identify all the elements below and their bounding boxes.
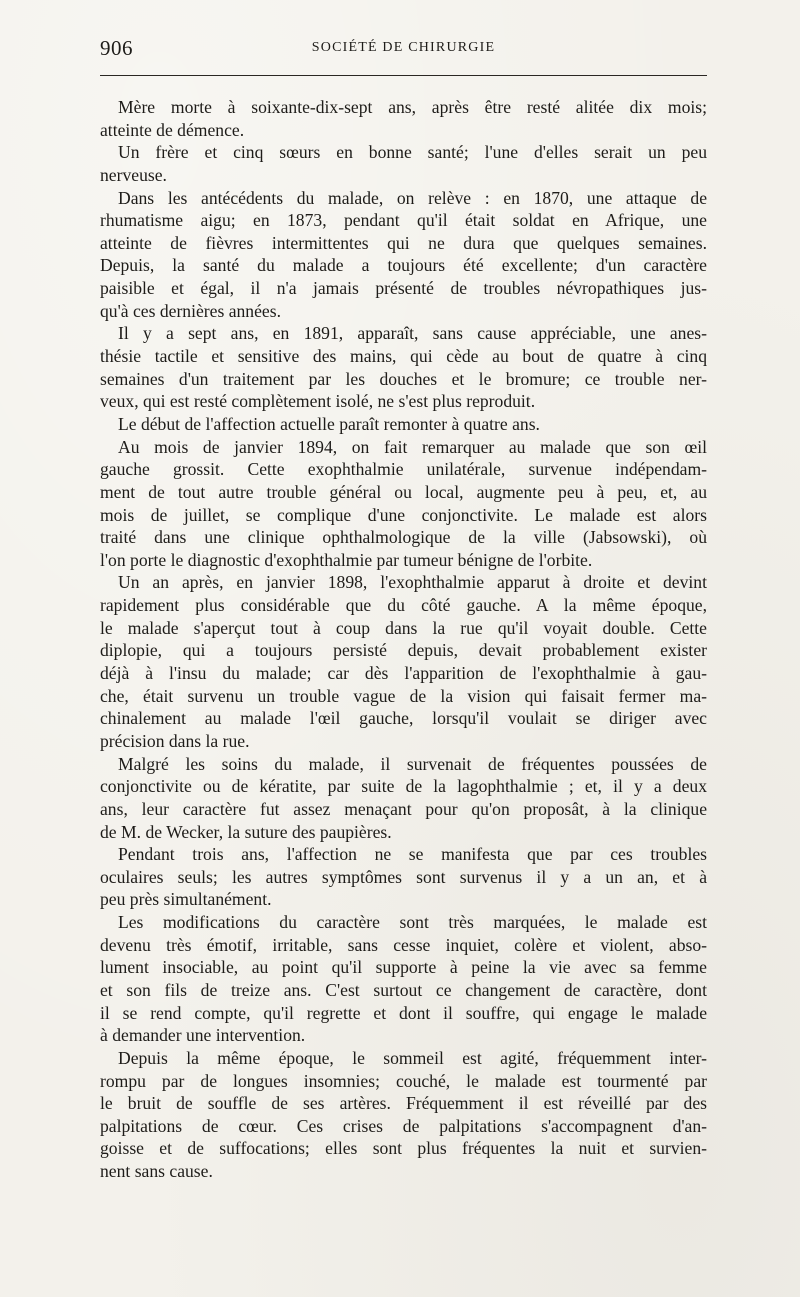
text-line: nent sans cause.: [100, 1161, 213, 1182]
text-line: oculaires seuls; les autres symptômes sont survenus il y a un an, et à: [100, 866, 707, 887]
text-line: Pendant trois ans, l'affection ne se manifesta que par ces troubles: [118, 844, 707, 865]
text-line: Mère morte à soixante-dix-sept ans, après être resté alitée dix mois;: [118, 97, 707, 117]
text-line: peu près simultanément.: [100, 889, 272, 910]
text-line: goisse et de suffocations; elles sont plus fréquentes la nuit et survien-: [100, 1138, 707, 1159]
page-header: [100, 36, 707, 66]
text-line: Dans les antécédents du malade, on relève : en 1870, une attaque de: [118, 187, 707, 208]
text-line: l'on porte le diagnostic d'exophthalmie par tumeur bénigne de l'orbite.: [100, 549, 593, 570]
body-text: [100, 96, 707, 1183]
text-line: veux, qui est resté complètement isolé, ne s'est plus reproduit.: [100, 391, 536, 412]
text-line: che, était survenu un trouble vague de la vision qui faisait fermer ma-: [100, 685, 707, 706]
text-line: Au mois de janvier 1894, on fait remarquer au malade que son œil: [118, 436, 707, 457]
text-line: Depuis, la santé du malade a toujours été excellente; d'un caractère: [100, 255, 707, 276]
text-line: thésie tactile et sensitive des mains, qui cède au bout de quatre à cinq: [100, 346, 707, 367]
text-line: gauche grossit. Cette exophthalmie unilatérale, survenue indépendam-: [100, 459, 707, 480]
text-line: paisible et égal, il n'a jamais présenté de troubles névropathiques jus-: [100, 278, 707, 299]
text-line: Malgré les soins du malade, il survenait de fréquentes poussées de: [118, 753, 707, 774]
text-line: devenu très émotif, irritable, sans cesse inquiet, colère et violent, abso-: [100, 934, 707, 955]
text-line: il se rend compte, qu'il regrette et dont il souffre, qui engage le malade: [100, 1002, 707, 1023]
text-line: rompu par de longues insomnies; couché, le malade est tourmenté par: [100, 1070, 707, 1091]
text-line: Les modifications du caractère sont très marquées, le malade est: [118, 912, 707, 933]
text-line: Depuis la même époque, le sommeil est agité, fréquemment inter-: [118, 1047, 707, 1068]
text-line: palpitations de cœur. Ces crises de palpitations s'accompagnent d'an-: [100, 1115, 707, 1136]
text-line: le malade s'aperçut tout à coup dans la rue qu'il voyait double. Cette: [100, 617, 707, 638]
text-line: précision dans la rue.: [100, 730, 250, 751]
text-line: lument insociable, au point qu'il supporte à peine la vie avec sa femme: [100, 957, 707, 978]
running-head: SOCIÉTÉ DE CHIRURGIE: [311, 40, 496, 55]
text-line: déjà à l'insu du malade; car dès l'apparition de l'exophthalmie à gau-: [100, 663, 707, 684]
text-line: ans, leur caractère fut assez menaçant pour qu'on proposât, à la clinique: [100, 798, 707, 819]
text-line: atteinte de fièvres intermittentes qui ne dura que quelques semaines.: [100, 232, 707, 253]
text-line: semaines d'un traitement par les douches et le bromure; ce trouble ner-: [100, 368, 707, 389]
text-line: rapidement plus considérable que du côté gauche. A la même époque,: [100, 595, 707, 616]
text-line: traité dans une clinique ophthalmologique de la ville (Jabsowski), où: [100, 527, 707, 548]
text-line: atteinte de démence.: [100, 119, 245, 140]
text-line: diplopie, qui a toujours persisté depuis, devait probablement exister: [100, 640, 707, 661]
text-line: Un an après, en janvier 1898, l'exophthalmie apparut à droite et devint: [118, 572, 707, 593]
text-line: conjonctivite ou de kératite, par suite de la lagophthalmie ; et, il y a deux: [100, 776, 707, 797]
text-line: mois de juillet, se complique d'une conjonctivite. Le malade est alors: [100, 504, 707, 525]
text-line: le bruit de souffle de ses artères. Fréquemment il est réveillé par des: [100, 1093, 707, 1114]
header-rule: [100, 75, 707, 76]
text-line: et son fils de treize ans. C'est surtout ce changement de caractère, dont: [100, 979, 707, 1000]
text-line: Le début de l'affection actuelle paraît remonter à quatre ans.: [118, 413, 540, 434]
text-line: qu'à ces dernières années.: [100, 300, 281, 321]
text-line: chinalement au malade l'œil gauche, lorsqu'il voulait se diriger avec: [100, 708, 707, 729]
text-line: Il y a sept ans, en 1891, apparaît, sans cause appréciable, une anes-: [118, 323, 707, 344]
text-line: ment de tout autre trouble général ou local, augmente peu à peu, et, au: [100, 481, 707, 502]
text-line: rhumatisme aigu; en 1873, pendant qu'il était soldat en Afrique, une: [100, 210, 707, 231]
text-line: de M. de Wecker, la suture des paupières.: [100, 821, 392, 842]
page-number: 906: [100, 36, 133, 60]
text-line: à demander une intervention.: [100, 1025, 306, 1046]
text-line: nerveuse.: [100, 164, 167, 185]
text-line: Un frère et cinq sœurs en bonne santé; l'une d'elles serait un peu: [118, 142, 707, 163]
